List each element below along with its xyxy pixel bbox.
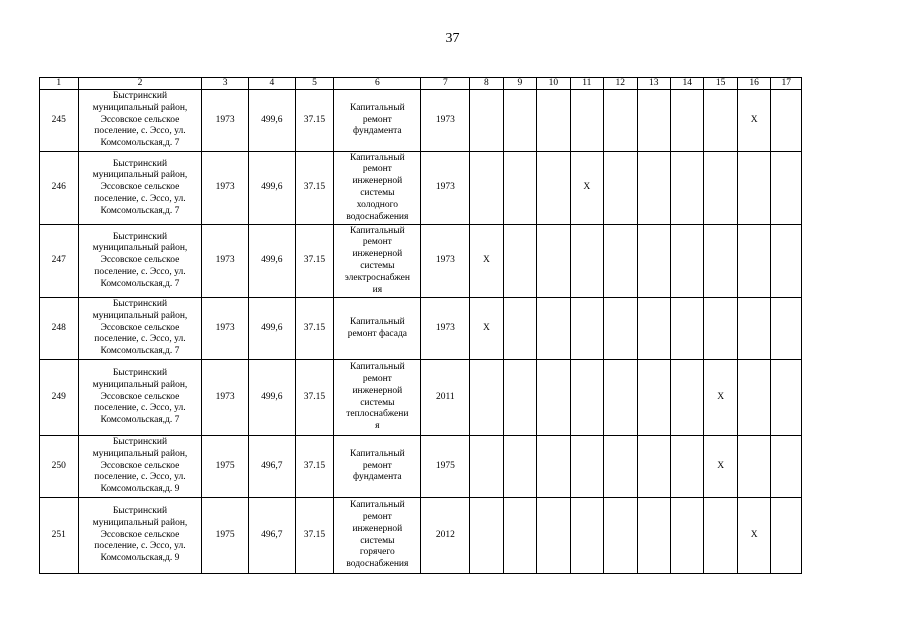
- area-cell: 499,6: [249, 90, 296, 152]
- column-header: 12: [604, 78, 637, 90]
- area-cell: 499,6: [249, 298, 296, 360]
- empty-cell: [637, 436, 670, 498]
- empty-cell: [570, 225, 603, 298]
- row-number-cell: 249: [40, 360, 79, 436]
- address-cell: Быстринский муниципальный район, Эссовское сельское поселение, с. Эссо, ул. Комсомольская,д. 9: [78, 498, 202, 574]
- address-cell: Быстринский муниципальный район, Эссовское сельское поселение, с. Эссо, ул. Комсомольская,д. 7: [78, 90, 202, 152]
- page-number: 37: [445, 31, 460, 46]
- table-body: [40, 90, 802, 574]
- repair-year-cell: 2012: [421, 498, 470, 574]
- empty-cell: [604, 360, 637, 436]
- empty-cell: [470, 360, 503, 436]
- work-type-cell: Капитальный ремонт фундамента: [334, 90, 421, 152]
- empty-cell: [537, 225, 570, 298]
- address-cell: Быстринский муниципальный район, Эссовское сельское поселение, с. Эссо, ул. Комсомольская,д. 7: [78, 152, 202, 225]
- empty-cell: [637, 498, 670, 574]
- row-number-cell: 248: [40, 298, 79, 360]
- column-header: 5: [295, 78, 334, 90]
- empty-cell: [503, 360, 536, 436]
- work-type-cell: Капитальный ремонт инженерной системы горячего водоснабжения: [334, 498, 421, 574]
- empty-cell: [704, 298, 737, 360]
- empty-cell: [737, 436, 770, 498]
- empty-cell: [670, 436, 703, 498]
- column-header: 13: [637, 78, 670, 90]
- table-row: [40, 152, 802, 225]
- empty-cell: [470, 498, 503, 574]
- tariff-cell: 37.15: [295, 225, 334, 298]
- empty-cell: [604, 298, 637, 360]
- column-header: 4: [249, 78, 296, 90]
- repair-year-cell: 1973: [421, 225, 470, 298]
- column-header: 1: [40, 78, 79, 90]
- tariff-cell: 37.15: [295, 436, 334, 498]
- empty-cell: [637, 360, 670, 436]
- area-cell: 496,7: [249, 436, 296, 498]
- column-header: 10: [537, 78, 570, 90]
- column-header: 16: [737, 78, 770, 90]
- empty-cell: [771, 360, 802, 436]
- empty-cell: [771, 90, 802, 152]
- tariff-cell: 37.15: [295, 90, 334, 152]
- empty-cell: [737, 360, 770, 436]
- row-number-cell: 251: [40, 498, 79, 574]
- empty-cell: [670, 360, 703, 436]
- row-number-cell: 245: [40, 90, 79, 152]
- repair-year-cell: 1975: [421, 436, 470, 498]
- column-header: 7: [421, 78, 470, 90]
- row-number-cell: 246: [40, 152, 79, 225]
- area-cell: 499,6: [249, 360, 296, 436]
- empty-cell: [670, 90, 703, 152]
- empty-cell: [704, 90, 737, 152]
- column-header: 17: [771, 78, 802, 90]
- mark-cell: X: [470, 225, 503, 298]
- column-number-row: [40, 78, 802, 90]
- area-cell: 499,6: [249, 225, 296, 298]
- mark-cell: X: [704, 360, 737, 436]
- empty-cell: [604, 152, 637, 225]
- empty-cell: [503, 298, 536, 360]
- mark-cell: X: [737, 90, 770, 152]
- repair-year-cell: 1973: [421, 152, 470, 225]
- table-row: [40, 498, 802, 574]
- address-cell: Быстринский муниципальный район, Эссовское сельское поселение, с. Эссо, ул. Комсомольская,д. 7: [78, 298, 202, 360]
- column-header: 9: [503, 78, 536, 90]
- empty-cell: [704, 498, 737, 574]
- empty-cell: [637, 152, 670, 225]
- table-row: [40, 298, 802, 360]
- tariff-cell: 37.15: [295, 298, 334, 360]
- empty-cell: [570, 90, 603, 152]
- tariff-cell: 37.15: [295, 498, 334, 574]
- empty-cell: [503, 225, 536, 298]
- empty-cell: [771, 498, 802, 574]
- column-header: 2: [78, 78, 202, 90]
- work-type-cell: Капитальный ремонт фасада: [334, 298, 421, 360]
- mark-cell: X: [704, 436, 737, 498]
- row-number-cell: 247: [40, 225, 79, 298]
- year-built-cell: 1973: [202, 360, 249, 436]
- empty-cell: [470, 152, 503, 225]
- address-cell: Быстринский муниципальный район, Эссовское сельское поселение, с. Эссо, ул. Комсомольская,д. 9: [78, 436, 202, 498]
- area-cell: 496,7: [249, 498, 296, 574]
- empty-cell: [503, 90, 536, 152]
- empty-cell: [670, 298, 703, 360]
- empty-cell: [604, 225, 637, 298]
- mark-cell: X: [570, 152, 603, 225]
- empty-cell: [670, 498, 703, 574]
- empty-cell: [637, 90, 670, 152]
- empty-cell: [570, 360, 603, 436]
- empty-cell: [637, 298, 670, 360]
- repair-year-cell: 1973: [421, 298, 470, 360]
- empty-cell: [503, 152, 536, 225]
- column-header: 8: [470, 78, 503, 90]
- column-header: 6: [334, 78, 421, 90]
- empty-cell: [771, 152, 802, 225]
- column-header: 14: [670, 78, 703, 90]
- empty-cell: [737, 298, 770, 360]
- empty-cell: [470, 90, 503, 152]
- empty-cell: [503, 436, 536, 498]
- column-header: 3: [202, 78, 249, 90]
- year-built-cell: 1973: [202, 152, 249, 225]
- column-header: 15: [704, 78, 737, 90]
- empty-cell: [704, 225, 737, 298]
- empty-cell: [537, 152, 570, 225]
- empty-cell: [470, 436, 503, 498]
- table-row: [40, 225, 802, 298]
- empty-cell: [537, 90, 570, 152]
- repair-register-table: [39, 77, 802, 574]
- work-type-cell: Капитальный ремонт фундамента: [334, 436, 421, 498]
- empty-cell: [771, 436, 802, 498]
- empty-cell: [737, 152, 770, 225]
- year-built-cell: 1975: [202, 436, 249, 498]
- empty-cell: [570, 436, 603, 498]
- repair-year-cell: 2011: [421, 360, 470, 436]
- area-cell: 499,6: [249, 152, 296, 225]
- empty-cell: [737, 225, 770, 298]
- tariff-cell: 37.15: [295, 152, 334, 225]
- empty-cell: [604, 90, 637, 152]
- empty-cell: [637, 225, 670, 298]
- year-built-cell: 1973: [202, 225, 249, 298]
- table-row: [40, 90, 802, 152]
- empty-cell: [570, 498, 603, 574]
- empty-cell: [604, 436, 637, 498]
- table-row: [40, 360, 802, 436]
- empty-cell: [771, 225, 802, 298]
- work-type-cell: Капитальный ремонт инженерной системы теплоснабжени я: [334, 360, 421, 436]
- work-type-cell: Капитальный ремонт инженерной системы электроснабжен ия: [334, 225, 421, 298]
- row-number-cell: 250: [40, 436, 79, 498]
- mark-cell: X: [737, 498, 770, 574]
- mark-cell: X: [470, 298, 503, 360]
- repair-year-cell: 1973: [421, 90, 470, 152]
- table-row: [40, 436, 802, 498]
- year-built-cell: 1975: [202, 498, 249, 574]
- address-cell: Быстринский муниципальный район, Эссовское сельское поселение, с. Эссо, ул. Комсомольская,д. 7: [78, 360, 202, 436]
- empty-cell: [537, 498, 570, 574]
- empty-cell: [503, 498, 536, 574]
- address-cell: Быстринский муниципальный район, Эссовское сельское поселение, с. Эссо, ул. Комсомольская,д. 7: [78, 225, 202, 298]
- empty-cell: [704, 152, 737, 225]
- year-built-cell: 1973: [202, 298, 249, 360]
- tariff-cell: 37.15: [295, 360, 334, 436]
- column-header: 11: [570, 78, 603, 90]
- empty-cell: [670, 152, 703, 225]
- empty-cell: [670, 225, 703, 298]
- empty-cell: [771, 298, 802, 360]
- year-built-cell: 1973: [202, 90, 249, 152]
- empty-cell: [570, 298, 603, 360]
- work-type-cell: Капитальный ремонт инженерной системы холодного водоснабжения: [334, 152, 421, 225]
- empty-cell: [537, 360, 570, 436]
- empty-cell: [537, 298, 570, 360]
- empty-cell: [604, 498, 637, 574]
- empty-cell: [537, 436, 570, 498]
